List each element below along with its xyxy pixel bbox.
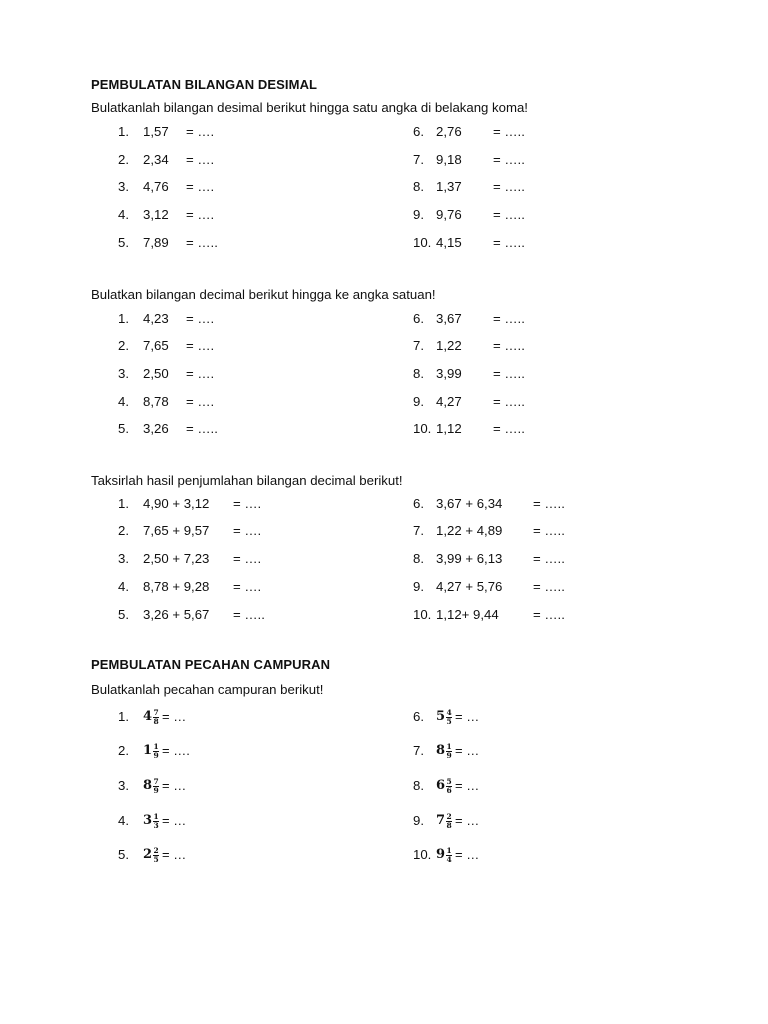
mixed-fraction [436,846,479,864]
list-item [0,310,768,328]
item-expression: 7,65 + 9,57 [143,523,210,538]
list-item [0,234,768,252]
item-answer: = … [162,709,187,724]
item-number: 10. [413,235,432,250]
fraction-whole: 8 [436,743,446,758]
fraction-whole: 1 [143,743,153,758]
item-answer: = ….. [493,207,525,222]
list-item [0,812,768,834]
fraction-whole: 9 [436,847,446,862]
item-answer: = ….. [493,366,525,381]
item-value: 9,18 [436,152,462,167]
item-number: 1. [118,311,129,326]
item-answer: = … [162,778,187,793]
fraction-numerator: 1 [446,741,452,751]
item-value: 4,76 [143,179,169,194]
mixed-fraction [436,708,479,726]
item-answer: = ….. [493,179,525,194]
fraction-denominator: 3 [153,820,159,830]
fraction-whole: 6 [436,778,446,793]
item-value: 1,37 [436,179,462,194]
item-answer: = ….. [533,523,565,538]
item-expression: 2,50 + 7,23 [143,551,210,566]
item-number: 7. [413,523,424,538]
mixed-fraction [436,777,479,795]
list-item [0,365,768,383]
item-number: 2. [118,152,129,167]
item-number: 7. [413,338,424,353]
item-expression: 4,90 + 3,12 [143,496,210,511]
list-item [0,420,768,438]
item-value: 4,15 [436,235,462,250]
fraction-whole: 8 [143,778,153,793]
item-number: 2. [118,743,129,758]
list-item [0,337,768,355]
item-answer: = ….. [533,579,565,594]
item-answer: = ….. [493,124,525,139]
item-number: 3. [118,366,129,381]
item-value: 8,78 [143,394,169,409]
item-number: 5. [118,847,129,862]
item-answer: = … [162,847,187,862]
item-answer: = ….. [493,152,525,167]
item-answer: = …. [186,338,215,353]
item-number: 7. [413,152,424,167]
item-value: 2,34 [143,152,169,167]
item-value: 3,12 [143,207,169,222]
item-answer: = ….. [186,235,218,250]
section2-title: PEMBULATAN PECAHAN CAMPURAN [91,657,331,672]
instruction-3: Taksirlah hasil penjumlahan bilangan decimal berikut! [91,473,403,488]
item-number: 3. [118,778,129,793]
list-item [0,393,768,411]
fraction-denominator: 9 [153,785,159,795]
fraction-numerator: 4 [446,707,452,717]
item-answer: = ….. [533,496,565,511]
list-item [0,742,768,764]
item-answer: = ….. [493,235,525,250]
item-expression: 8,78 + 9,28 [143,579,210,594]
fraction-numerator: 7 [153,707,159,717]
item-answer: = …. [233,496,262,511]
item-number: 2. [118,338,129,353]
item-answer: = … [162,813,187,828]
item-answer: = … [455,778,480,793]
item-answer: = ….. [493,338,525,353]
item-number: 1. [118,496,129,511]
item-expression: 1,22 + 4,89 [436,523,503,538]
item-expression: 3,67 + 6,34 [436,496,503,511]
item-answer: = ….. [233,607,265,622]
item-number: 3. [118,179,129,194]
mixed-fraction [143,708,186,726]
item-value: 1,12 [436,421,462,436]
item-answer: = …. [186,394,215,409]
item-answer: = …. [186,366,215,381]
list-item [0,550,768,568]
list-item [0,846,768,868]
item-number: 2. [118,523,129,538]
fraction-denominator: 6 [446,785,452,795]
item-number: 4. [118,207,129,222]
item-answer: = … [455,709,480,724]
fraction-whole: 4 [143,709,153,724]
item-value: 1,22 [436,338,462,353]
item-value: 9,76 [436,207,462,222]
item-value: 3,26 [143,421,169,436]
list-item [0,206,768,224]
item-number: 6. [413,311,424,326]
item-number: 10. [413,421,432,436]
item-number: 4. [118,813,129,828]
item-number: 4. [118,579,129,594]
fraction-denominator: 4 [446,854,452,864]
item-number: 7. [413,743,424,758]
fraction-whole: 3 [143,813,153,828]
mixed-fraction [143,777,186,795]
fraction-denominator: 5 [446,716,452,726]
item-answer: = …. [186,124,215,139]
fraction-numerator: 5 [446,776,452,786]
fraction-denominator: 5 [153,854,159,864]
item-number: 6. [413,496,424,511]
list-item [0,708,768,730]
item-answer: = ….. [493,394,525,409]
mixed-fraction [143,846,186,864]
item-answer: = …. [186,152,215,167]
item-value: 7,65 [143,338,169,353]
item-number: 1. [118,709,129,724]
fraction-numerator: 1 [153,741,159,751]
item-number: 5. [118,607,129,622]
list-item [0,606,768,624]
item-number: 9. [413,579,424,594]
list-item [0,151,768,169]
item-expression: 1,12+ 9,44 [436,607,499,622]
item-number: 6. [413,124,424,139]
fraction-denominator: 9 [446,750,452,760]
item-number: 9. [413,813,424,828]
list-item [0,495,768,513]
fraction-whole: 2 [143,847,153,862]
mixed-fraction [436,812,479,830]
item-answer: = … [455,813,480,828]
fraction-numerator: 1 [446,845,452,855]
fraction-denominator: 9 [153,750,159,760]
list-item [0,777,768,799]
fraction-numerator: 2 [446,811,452,821]
fraction-numerator: 7 [153,776,159,786]
instruction-2: Bulatkan bilangan decimal berikut hingga ke angka satuan! [91,287,436,302]
item-number: 8. [413,366,424,381]
item-number: 3. [118,551,129,566]
item-answer: = …. [186,207,215,222]
item-answer: = …. [233,523,262,538]
item-answer: = …. [186,311,215,326]
fraction-numerator: 1 [153,811,159,821]
item-number: 8. [413,179,424,194]
instruction-4: Bulatkanlah pecahan campuran berikut! [91,682,324,697]
item-answer: = ….. [493,421,525,436]
item-value: 7,89 [143,235,169,250]
item-expression: 3,26 + 5,67 [143,607,210,622]
fraction-whole: 5 [436,709,446,724]
list-item [0,578,768,596]
list-item [0,178,768,196]
item-number: 10. [413,847,432,862]
item-number: 9. [413,207,424,222]
item-answer: = … [455,847,480,862]
list-item [0,522,768,540]
item-expression: 3,99 + 6,13 [436,551,503,566]
item-answer: = ….. [186,421,218,436]
item-number: 5. [118,235,129,250]
item-number: 8. [413,778,424,793]
section1-title: PEMBULATAN BILANGAN DESIMAL [91,77,318,92]
item-value: 1,57 [143,124,169,139]
item-number: 6. [413,709,424,724]
item-answer: = ….. [533,551,565,566]
item-answer: = ….. [533,607,565,622]
item-number: 1. [118,124,129,139]
instruction-1: Bulatkanlah bilangan desimal berikut hingga satu angka di belakang koma! [91,100,528,115]
item-number: 5. [118,421,129,436]
item-value: 2,50 [143,366,169,381]
mixed-fraction [143,742,190,760]
item-value: 3,99 [436,366,462,381]
item-number: 4. [118,394,129,409]
item-answer: = …. [233,551,262,566]
item-number: 8. [413,551,424,566]
fraction-denominator: 8 [446,820,452,830]
fraction-whole: 7 [436,813,446,828]
fraction-denominator: 8 [153,716,159,726]
list-item [0,123,768,141]
mixed-fraction [143,812,186,830]
fraction-numerator: 2 [153,845,159,855]
item-value: 4,27 [436,394,462,409]
item-value: 4,23 [143,311,169,326]
item-value: 3,67 [436,311,462,326]
item-answer: = … [455,743,480,758]
item-expression: 4,27 + 5,76 [436,579,503,594]
item-number: 10. [413,607,432,622]
mixed-fraction [436,742,479,760]
item-value: 2,76 [436,124,462,139]
item-answer: = …. [162,743,190,758]
item-answer: = …. [186,179,215,194]
item-answer: = ….. [493,311,525,326]
item-answer: = …. [233,579,262,594]
item-number: 9. [413,394,424,409]
